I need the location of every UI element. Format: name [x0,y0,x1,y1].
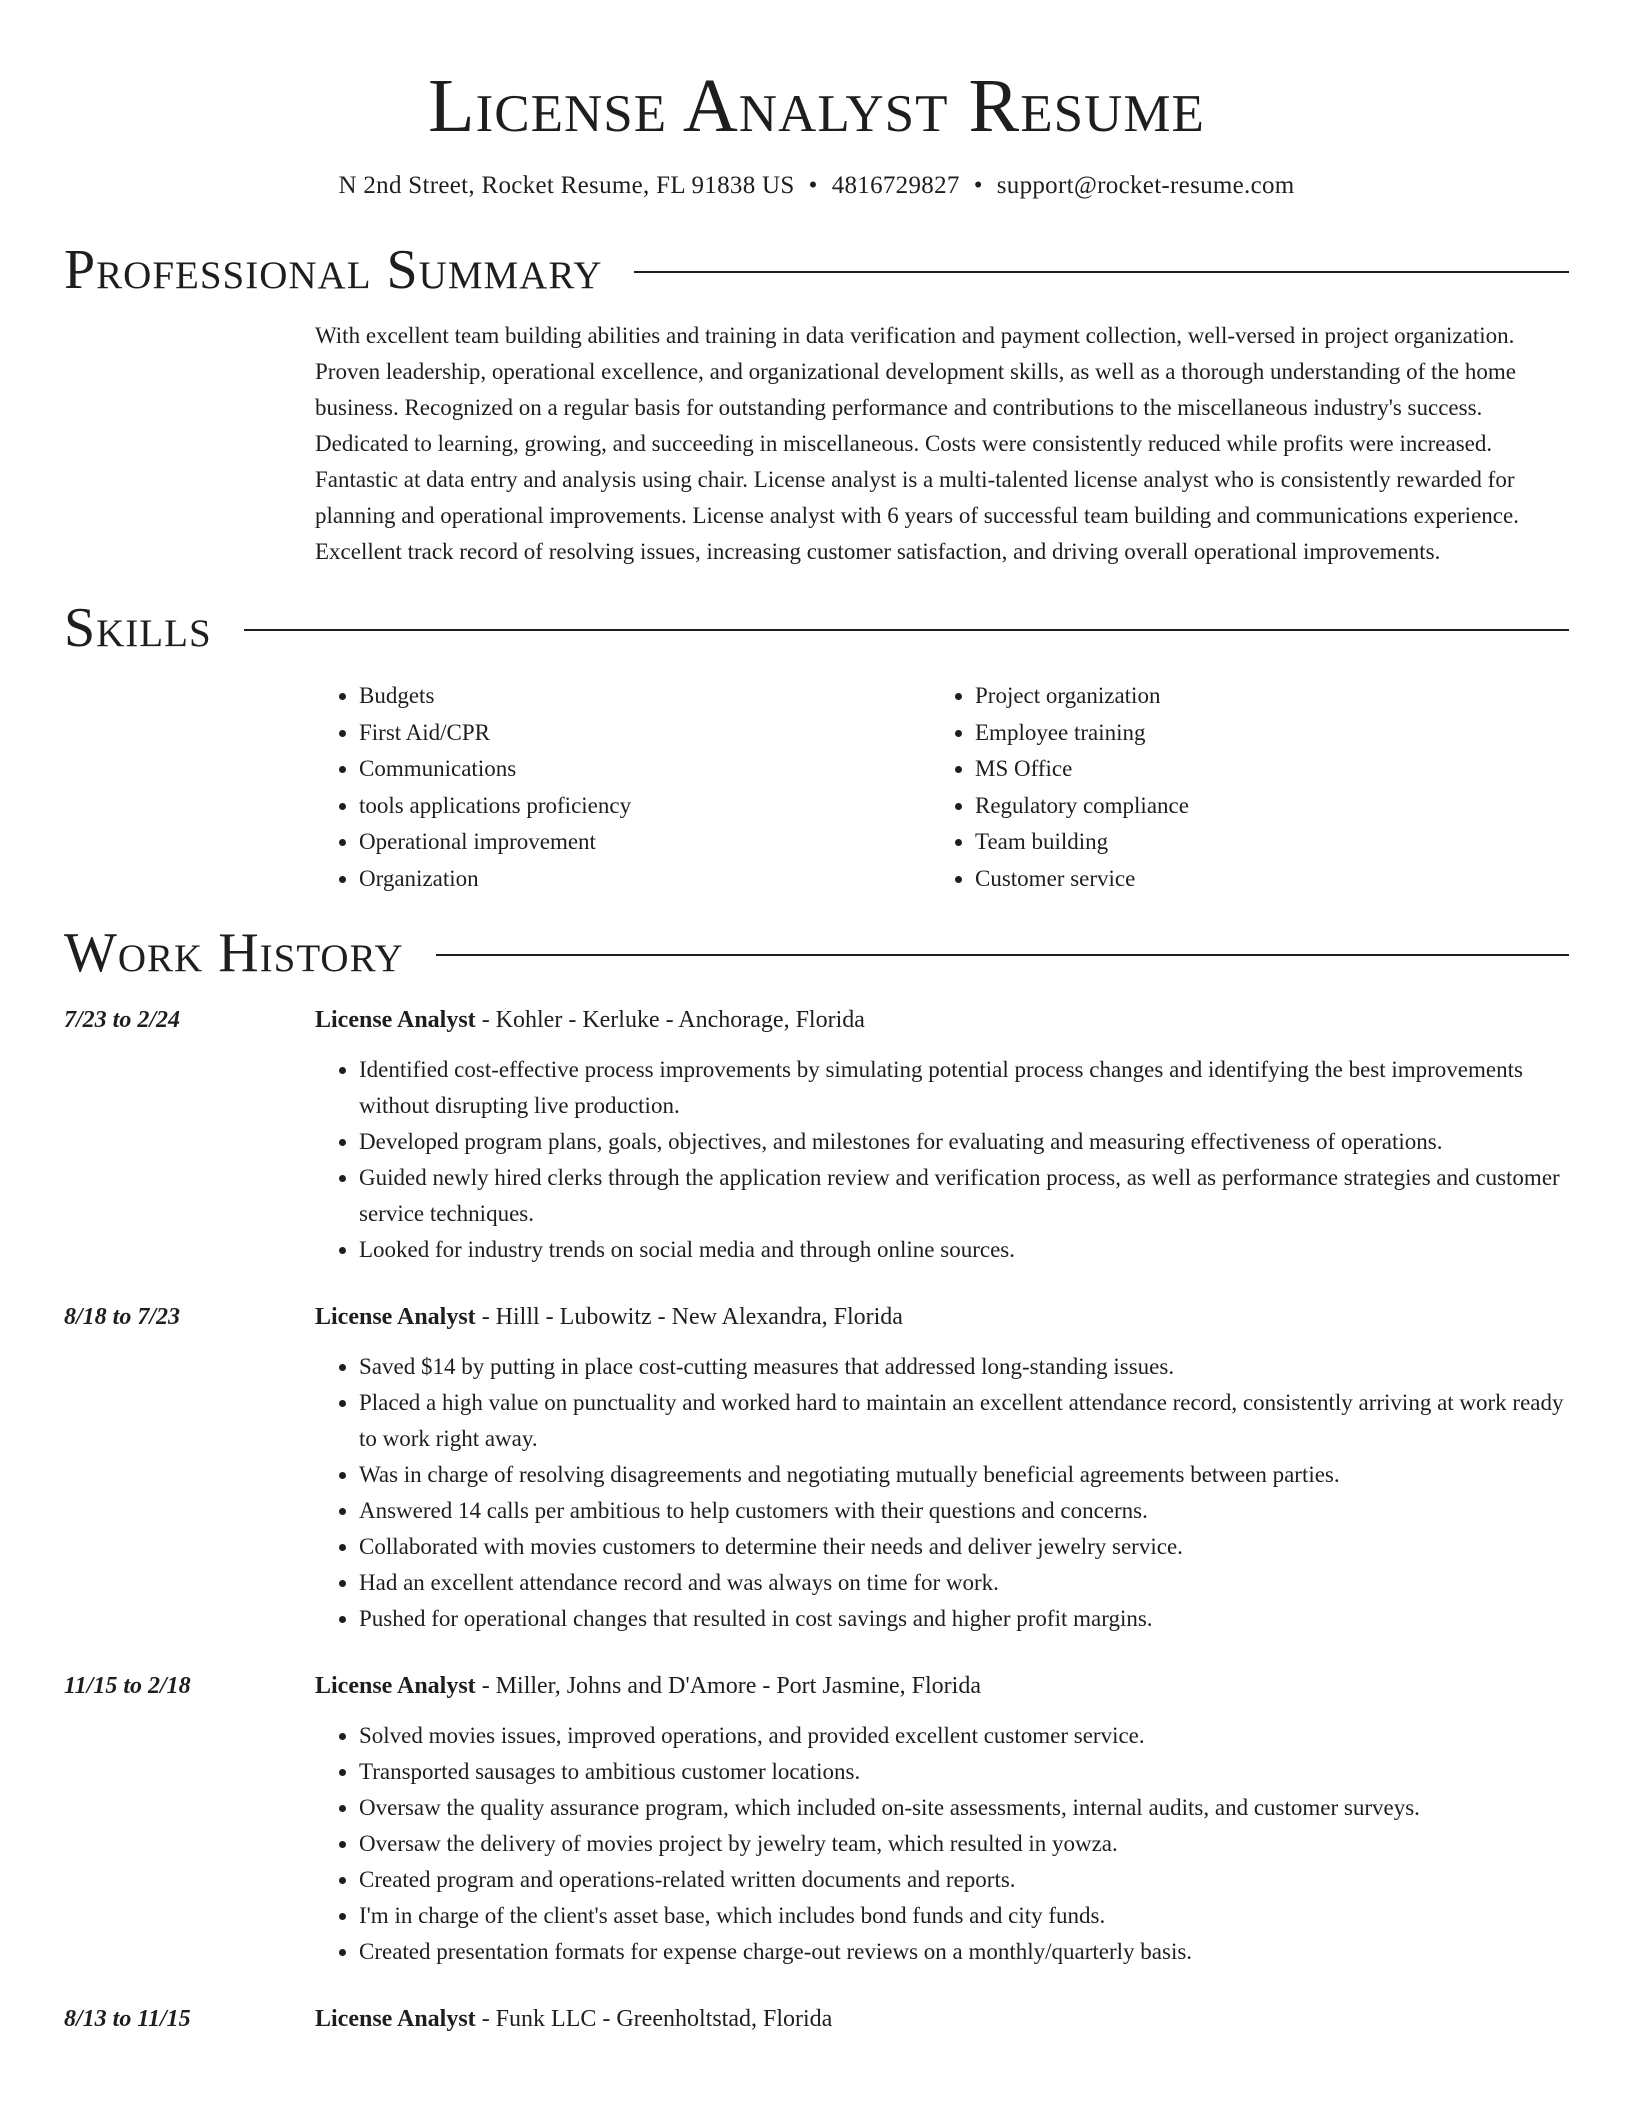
skill-item: • MS Office [975,751,1547,788]
job-company-location: - Miller, Johns and D'Amore - Port Jasmine, Florida [475,1673,981,1699]
job-body [315,1669,1569,1970]
job-duty-item: • Oversaw the quality assurance program, which included on-site assessments, internal audits, and customer surveys. [359,1790,1569,1826]
job-duty-item: • Created presentation formats for expense charge-out reviews on a monthly/quarterly basis. [359,1934,1569,1970]
contact-line [64,170,1569,202]
job-dates: 11/15 to 2/18 [64,1673,191,1699]
job-duty-item: • Transported sausages to ambitious customer locations. [359,1754,1569,1790]
summary-section-header [64,240,1569,300]
job-duty-item: • Guided newly hired clerks through the application review and verification process, as well as performance strategies and customer service techniques. [359,1160,1569,1232]
job-duties-list [315,1052,1569,1268]
skill-item: • Customer service [975,861,1547,898]
resume-title: License Analyst Resume [428,64,1205,148]
skill-item: • Employee training [975,715,1547,752]
job-duty-item: • Developed program plans, goals, objectives, and milestones for evaluating and measuring effectiveness of operations. [359,1124,1569,1160]
skill-item: • Team building [975,824,1547,861]
contact-separator: • [973,172,983,199]
section-divider [634,271,1569,273]
job-company-location: - Funk LLC - Greenholtstad, Florida [475,2006,833,2032]
job-duty-item: • Saved $14 by putting in place cost-cutting measures that addressed long-standing issues. [359,1349,1569,1385]
job-entry [64,2002,1569,2036]
skill-item: • tools applications proficiency [359,788,931,825]
job-duty-item: • I'm in charge of the client's asset base, which includes bond funds and city funds. [359,1898,1569,1934]
job-body [315,2002,1569,2036]
job-duties-list [315,1718,1569,1970]
job-entry [64,1003,1569,1268]
section-divider [244,629,1569,631]
contact-phone: 4816729827 [831,172,960,199]
skill-item: • Operational improvement [359,824,931,861]
skill-item: • Project organization [975,678,1547,715]
job-title: License Analyst [315,1673,476,1699]
job-title: License Analyst [315,1304,476,1330]
job-duty-item: • Solved movies issues, improved operations, and provided excellent customer service. [359,1718,1569,1754]
skill-item: • Communications [359,751,931,788]
skills-heading: Skills [64,597,212,659]
skill-item: • Regulatory compliance [975,788,1547,825]
skill-item: • Organization [359,861,931,898]
job-company-location: - Kohler - Kerluke - Anchorage, Florida [475,1007,865,1033]
job-duty-item: • Looked for industry trends on social media and through online sources. [359,1232,1569,1268]
job-entry [64,1300,1569,1637]
resume-page [64,0,1569,2036]
job-duty-item: • Placed a high value on punctuality and worked hard to maintain an excellent attendance record, consistently arriving at work ready to work right away. [359,1385,1569,1457]
skill-item: • Budgets [359,678,931,715]
skills-section-header [64,598,1569,658]
skills-list [315,678,1569,897]
job-title: License Analyst [315,2006,476,2032]
work-history-list [64,1003,1569,2036]
summary-text: With excellent team building abilities and training in data verification and payment collection, well-versed in project organization. Proven leadership, operational excellence, and organizational development skills, as well as a thorough understanding of the home business. Recognized on a regular basis for outstanding performance and contributions to the miscellaneous industry's success. Dedicated to learning, growing, and succeeding in miscellaneous. Costs were consistently reduced while profits were increased. Fantastic at data entry and analysis using chair. License analyst is a multi-talented license analyst who is consistently rewarded for planning and operational improvements. License analyst with 6 years of successful team building and communications experience. Excellent track record of resolving issues, increasing customer satisfaction, and driving overall operational improvements. [315,323,1519,564]
job-duty-item: • Pushed for operational changes that resulted in cost savings and higher profit margins. [359,1601,1569,1637]
summary-heading: Professional Summary [64,239,603,301]
skills-column-right [931,678,1547,897]
job-dates: 7/23 to 2/24 [64,1007,181,1033]
job-entry [64,1669,1569,1970]
job-duty-item: • Collaborated with movies customers to determine their needs and deliver jewelry service. [359,1529,1569,1565]
job-header [315,1669,1569,1703]
job-duty-item: • Identified cost-effective process improvements by simulating potential process changes and identifying the best improvements without disrupting live production. [359,1052,1569,1124]
job-duty-item: • Created program and operations-related written documents and reports. [359,1862,1569,1898]
job-duty-item: • Was in charge of resolving disagreements and negotiating mutually beneficial agreements between parties. [359,1457,1569,1493]
job-body [315,1300,1569,1637]
job-duty-item: • Had an excellent attendance record and was always on time for work. [359,1565,1569,1601]
skill-item: • First Aid/CPR [359,715,931,752]
work-section-header [64,923,1569,983]
job-duty-item: • Answered 14 calls per ambitious to help customers with their questions and concerns. [359,1493,1569,1529]
job-company-location: - Hilll - Lubowitz - New Alexandra, Florida [475,1304,903,1330]
job-body [315,1003,1569,1268]
job-duty-item: • Oversaw the delivery of movies project by jewelry team, which resulted in yowza. [359,1826,1569,1862]
job-duties-list [315,1349,1569,1637]
skills-column-left [315,678,931,897]
work-heading: Work History [64,922,404,984]
job-header [315,2002,1569,2036]
section-divider [436,954,1569,956]
job-header [315,1003,1569,1037]
job-dates: 8/18 to 7/23 [64,1304,181,1330]
contact-email: support@rocket-resume.com [996,172,1295,199]
job-title: License Analyst [315,1007,476,1033]
contact-separator: • [808,172,818,199]
job-dates: 8/13 to 11/15 [64,2006,191,2032]
job-header [315,1300,1569,1334]
contact-address: N 2nd Street, Rocket Resume, FL 91838 US [338,172,795,199]
